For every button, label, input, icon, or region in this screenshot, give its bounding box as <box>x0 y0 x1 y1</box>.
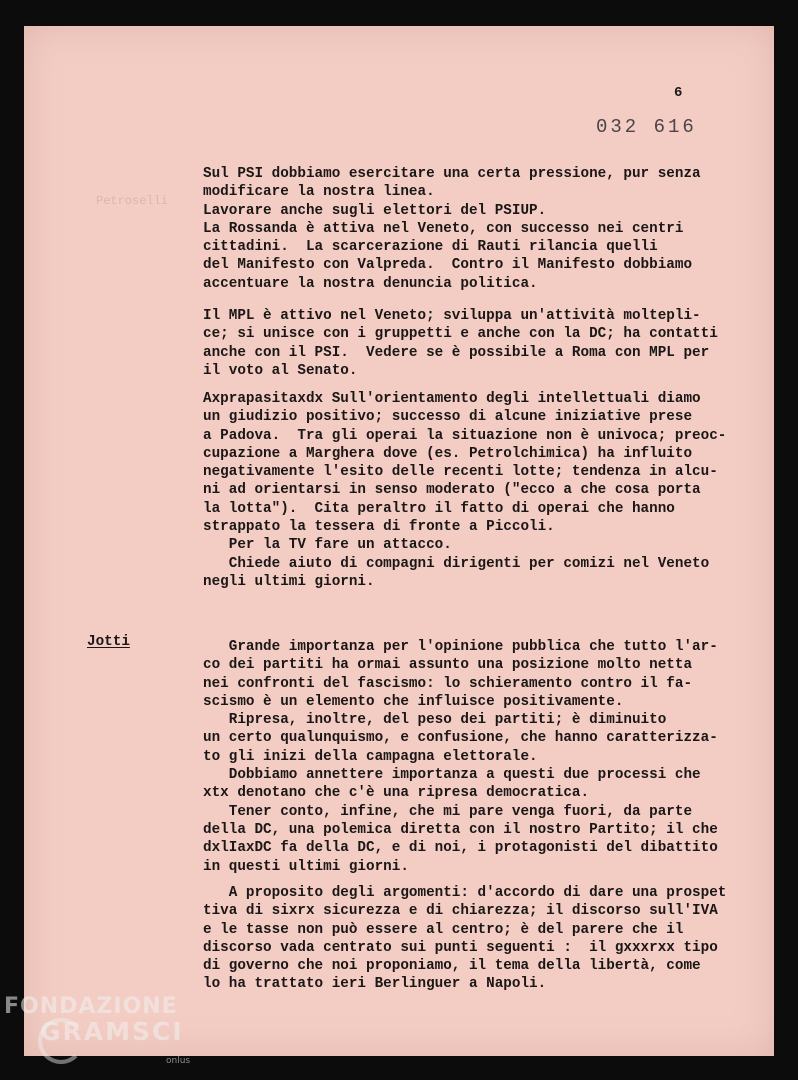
watermark-line3: onlus <box>166 1056 191 1066</box>
paragraph-argomenti: A proposito degli argomenti: d'accordo di dare una prospet tiva di sixrx sicurezza e di chiarezza; il discorso sull'IVA e le tasse non può essere al centro; è del parere che il discorso vada centrato sui punti seguenti : il gxxxrxx tipo di governo che noi proponiamo, il tema della libertà, come lo ha trattato ieri Berlinguer a Napoli. <box>203 885 727 993</box>
watermark-line2: GRAMSCI <box>40 1017 184 1046</box>
archive-stamp: 032 616 <box>596 116 697 138</box>
paragraph-psi: Sul PSI dobbiamo esercitare una certa pressione, pur senza modificare la nostra linea. Lavorare anche sugli elettori del PSIUP. La Rossanda è attiva nel Veneto, con successo nei centri cittadini. La scarcerazione di Rauti rilancia quelli del Manifesto con Valpreda. Contro il Manifesto dobbiamo accentuare la nostra denuncia politica. <box>203 166 701 292</box>
watermark-line1: FONDAZIONE <box>4 994 178 1019</box>
paragraph-mpl: Il MPL è attivo nel Veneto; sviluppa un'attività moltepli- ce; si unisce con i gruppetti e anche con la DC; ha contatti anche con il PSI. Vedere se è possibile a Roma con MPL per il voto al Senato. <box>203 308 718 379</box>
watermark-logo <box>4 994 204 1066</box>
speaker-name: Jotti <box>87 634 130 650</box>
margin-ghost-text: Petroselli <box>96 194 169 208</box>
paragraph-intellettuali: Axprapasitaxdx Sull'orientamento degli intellettuali diamo un giudizio positivo; successo di alcune iniziative prese a Padova. Tra gli operai la situazione non è univoca; preoc- cupazione a Marghera dove (es. Petrolchimica) ha influito negativamente l'esito delle recenti lotte; tendenza in alcu- ni ad orientarsi in senso moderato ("ecco a che cosa porta la lotta"). Cita peraltro il fatto di operai che hanno strappato la tessera di fronte a Piccoli. Per la TV fare un attacco. Chiede aiuto di compagni dirigenti per comizi nel Veneto negli ultimi giorni. <box>203 391 727 590</box>
paragraph-jotti: Grande importanza per l'opinione pubblica che tutto l'ar- co dei partiti ha ormai assunto una posizione molto netta nei confronti del fascismo: lo schieramento contro il fa- scismo è un elemento che influisce positivamente. Ripresa, inoltre, del peso dei partiti; è diminuito un certo qualunquismo, e confusione, che hanno caratterizza- to gli inizi della campagna elettorale. Dobbiamo annettere importanza a questi due processi che xtx denotano che c'è una ripresa democratica. Tener conto, infine, che mi pare venga fuori, da parte della DC, una polemica diretta con il nostro Partito; il che dxlIaxDC fa della DC, e di noi, i protagonisti del dibattito in questi ultimi giorni. <box>203 639 718 875</box>
page-number: 6 <box>674 85 683 101</box>
watermark-circle-icon <box>38 1018 84 1064</box>
